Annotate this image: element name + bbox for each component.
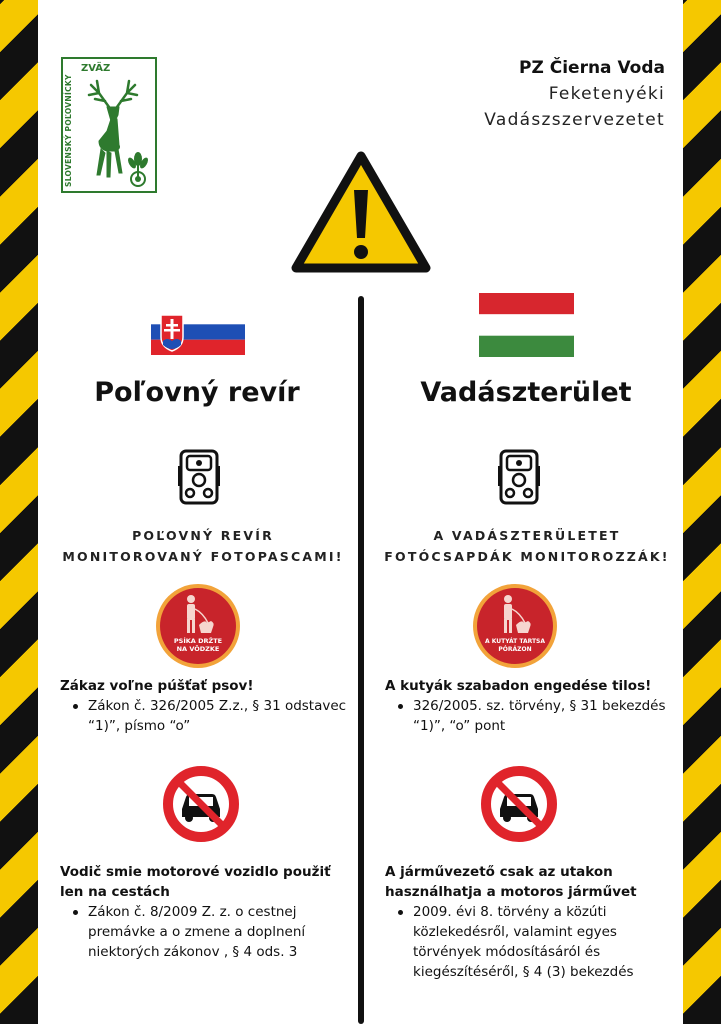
dog-sign-text-line2: NA VÔDZKE [176,645,220,653]
slovak-vehicle-rule-law: Zákon č. 8/2009 Z. z. o cestnej premávke a o zmene a doplnení niektorých zákonov , § 4 ods. 3 [88,902,350,962]
hazard-stripe-left [0,0,38,1024]
hazard-stripe-right [683,0,721,1024]
organization-name: PZ Čierna Voda [519,58,665,78]
slovak-dog-rule-heading: Zákaz voľne púšťať psov! [60,678,254,694]
hungarian-camera-notice-line2: FOTÓCSAPDÁK MONITOROZZÁK! [384,549,670,564]
hungarian-vehicle-rule-law: 2009. évi 8. törvény a közúti közlekedésről, valamint egyes törvények módosításáról és kiegészítéséről, § 4 (3) bekezdés [413,902,675,982]
hungarian-title: Vadászterület [420,377,632,408]
hungarian-vehicle-rule [385,862,675,982]
trail-camera-icon [178,448,220,506]
slovak-camera-notice [48,525,358,567]
logo-top-text: ZVÄZ [81,63,111,74]
slovak-title: Poľovný revír [94,377,300,408]
dog-on-leash-sign-icon [472,583,558,669]
hungarian-camera-notice [372,525,682,567]
slovak-dog-rule [60,676,350,736]
logo-vertical-text: SLOVENSKÝ POĽOVNÍCKY [64,74,73,187]
organization-line2: Vadászszervezetet [484,110,665,130]
dog-sign-text-line1: A KUTYÁT TARTSA [484,638,546,645]
slovak-flag-icon [151,309,245,355]
hungarian-dog-rule [385,676,675,736]
slovak-camera-notice-line2: MONITOROVANÝ FOTOPASCAMI! [62,549,344,564]
deer-icon [85,75,155,190]
hunting-association-logo [61,57,157,193]
slovak-vehicle-rule [60,862,350,962]
slovak-dog-rule-law: Zákon č. 326/2005 Z.z., § 31 odstavec “1)”, písmo “o” [88,696,350,736]
organization-block [484,58,665,130]
dog-sign-text-line1: PSÍKA DRŽTE [173,637,223,645]
organization-line1: Feketenyéki [548,84,665,104]
hungarian-dog-rule-law: 326/2005. sz. törvény, § 31 bekezdés “1)”, “o” pont [413,696,675,736]
no-vehicles-sign-icon [480,765,558,843]
slovak-camera-notice-line1: POĽOVNÝ REVÍR [132,528,274,543]
dog-on-leash-sign-icon [155,583,241,669]
dog-sign-text-line2: PÓRÁZON [498,646,532,653]
hungarian-vehicle-rule-heading: A járművezető csak az utakon használhatja a motoros járművet [385,864,637,900]
hungarian-dog-rule-heading: A kutyák szabadon engedése tilos! [385,678,652,694]
trail-camera-icon [498,448,540,506]
no-vehicles-sign-icon [162,765,240,843]
hungarian-camera-notice-line1: A VADÁSZTERÜLETET [433,528,621,543]
slovak-vehicle-rule-heading: Vodič smie motorové vozidlo použiť len na cestách [60,864,331,900]
column-divider [358,296,364,1024]
hungarian-flag-icon [479,293,574,357]
warning-icon [290,150,432,276]
